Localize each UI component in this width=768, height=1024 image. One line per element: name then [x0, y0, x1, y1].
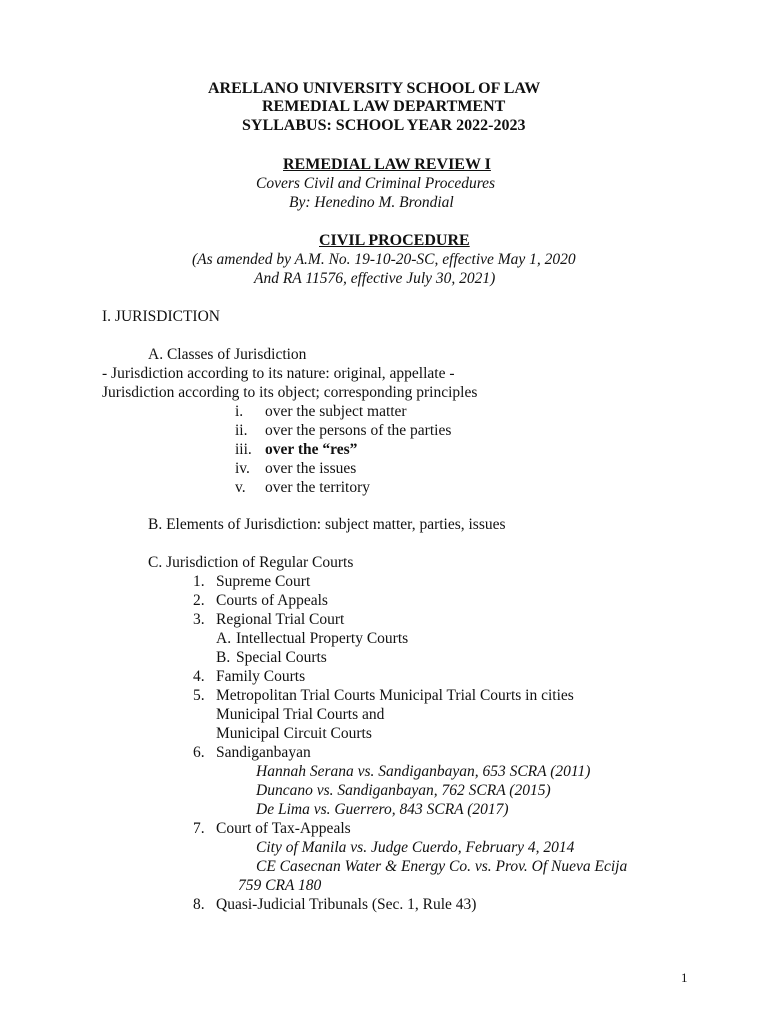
list-item-text: Regional Trial Court — [216, 611, 345, 628]
list-item-number: ii. — [235, 422, 248, 439]
list-item-text: Supreme Court — [216, 573, 311, 590]
case-citation: Duncano vs. Sandiganbayan, 762 SCRA (2015) — [256, 782, 551, 799]
amended-line-2: And RA 11576, effective July 30, 2021) — [254, 270, 496, 287]
subsection-c-heading: C. Jurisdiction of Regular Courts — [148, 554, 354, 571]
list-item-text: over the issues — [265, 460, 357, 477]
list-item-text: Metropolitan Trial Courts Municipal Trial Courts in cities — [216, 687, 574, 704]
list-item-text: over the subject matter — [265, 403, 407, 420]
list-item-text: over the persons of the parties — [265, 422, 452, 439]
subsection-a-heading: A. Classes of Jurisdiction — [148, 346, 307, 363]
list-item-number: i. — [235, 403, 244, 420]
list-item-continuation: Municipal Trial Courts and — [216, 706, 385, 723]
course-title: REMEDIAL LAW REVIEW I — [283, 156, 491, 173]
subsection-b-heading: B. Elements of Jurisdiction: subject matter, parties, issues — [148, 516, 506, 533]
case-citation: Hannah Serana vs. Sandiganbayan, 653 SCRA (2011) — [256, 763, 591, 780]
list-item-continuation: Municipal Circuit Courts — [216, 725, 372, 742]
sub-item-text: Intellectual Property Courts — [236, 630, 409, 647]
subsection-a-line-2: Jurisdiction according to its object; corresponding principles — [102, 384, 478, 401]
list-item-text: Courts of Appeals — [216, 592, 328, 609]
list-item-text: Court of Tax-Appeals — [216, 820, 351, 837]
header-line-3: SYLLABUS: SCHOOL YEAR 2022-2023 — [242, 117, 526, 134]
list-item-text: Quasi-Judicial Tribunals (Sec. 1, Rule 43) — [216, 896, 477, 913]
sub-item-number: B. — [216, 649, 231, 666]
list-item-number: 2. — [193, 592, 205, 609]
course-covers: Covers Civil and Criminal Procedures — [256, 175, 496, 192]
list-item-number: 4. — [193, 668, 205, 685]
list-item-number: 8. — [193, 896, 205, 913]
list-item-text: Sandiganbayan — [216, 744, 311, 761]
case-citation: City of Manila vs. Judge Cuerdo, February 4, 2014 — [256, 839, 575, 856]
list-item-text: over the territory — [265, 479, 371, 496]
sub-item-text: Special Courts — [236, 649, 327, 666]
list-item-text: over the “res” — [265, 441, 358, 458]
list-item-number: v. — [235, 479, 246, 496]
list-item-number: iv. — [235, 460, 250, 477]
page-number: 1 — [681, 970, 688, 985]
course-author: By: Henedino M. Brondial — [289, 194, 454, 211]
list-item-number: 1. — [193, 573, 205, 590]
section-title: CIVIL PROCEDURE — [319, 232, 470, 249]
list-item-number: 6. — [193, 744, 205, 761]
list-item-number: 3. — [193, 611, 205, 628]
case-citation-continuation: 759 CRA 180 — [238, 877, 322, 894]
part-heading: I. JURISDICTION — [102, 308, 220, 325]
list-item-number: iii. — [235, 441, 252, 458]
subsection-a-line-1: - Jurisdiction according to its nature: original, appellate - — [102, 365, 455, 382]
header-line-2: REMEDIAL LAW DEPARTMENT — [262, 98, 506, 115]
list-item-number: 7. — [193, 820, 205, 837]
case-citation: CE Casecnan Water & Energy Co. vs. Prov. Of Nueva Ecija — [256, 858, 628, 875]
header-line-1: ARELLANO UNIVERSITY SCHOOL OF LAW — [208, 80, 541, 97]
case-citation: De Lima vs. Guerrero, 843 SCRA (2017) — [256, 801, 509, 818]
sub-item-number: A. — [216, 630, 232, 647]
list-item-number: 5. — [193, 687, 205, 704]
list-item-text: Family Courts — [216, 668, 306, 685]
amended-line-1: (As amended by A.M. No. 19-10-20-SC, effective May 1, 2020 — [192, 251, 576, 268]
